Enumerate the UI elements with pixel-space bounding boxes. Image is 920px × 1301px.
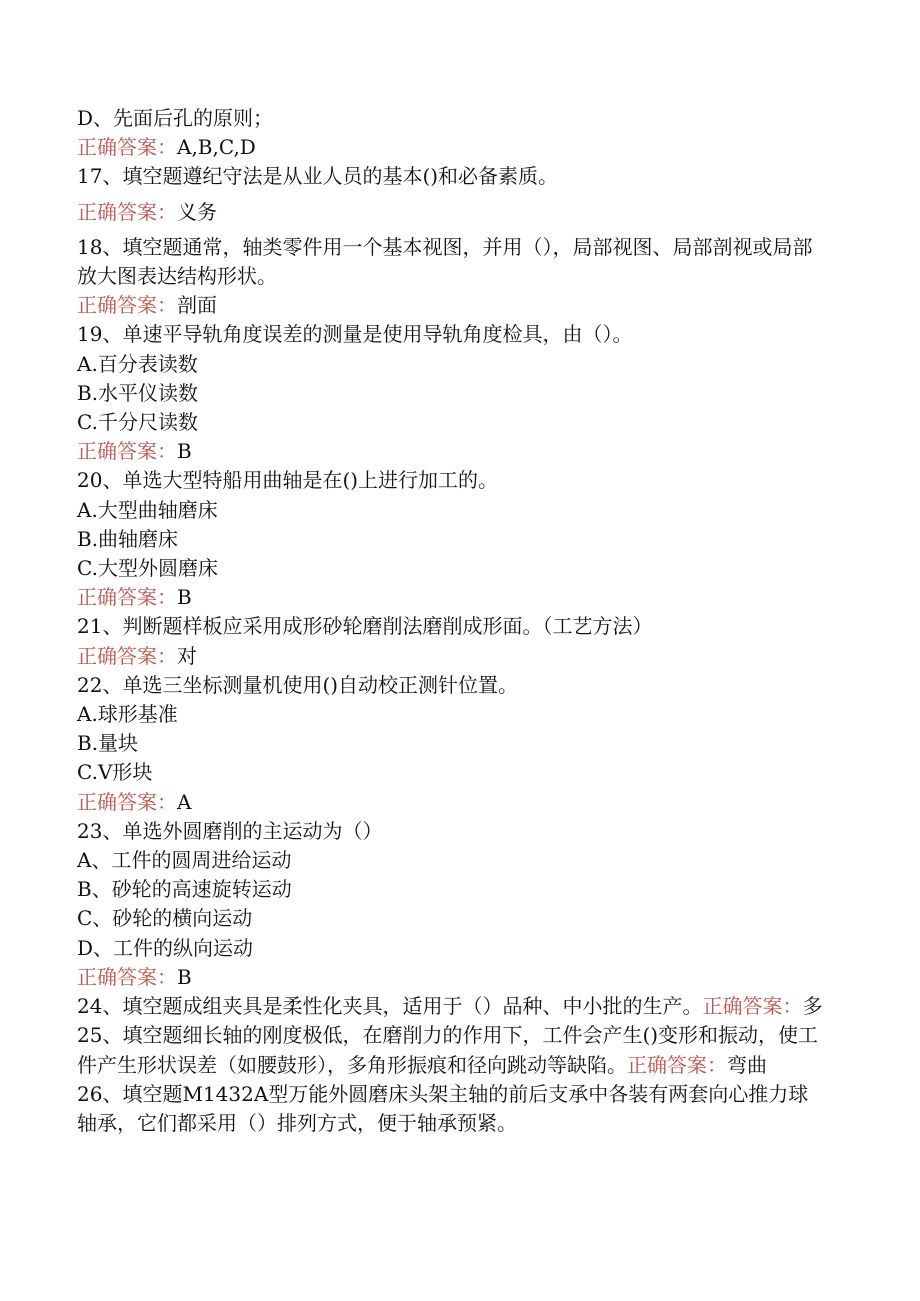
option-item: C.千分尺读数 — [77, 410, 198, 435]
question-item: 23、单选外圆磨削的主运动为（） — [77, 818, 383, 843]
option-item: C.大型外圆磨床 — [77, 556, 218, 581]
question-text: 25、填空题细长轴的刚度极低，在磨削力的作用下，工件会产生()变形和振动，使工件产生形状误差（如腰鼓形），多角形振痕和径向跳动等缺陷。 — [77, 1023, 819, 1077]
answer-line — [77, 133, 827, 162]
answer-value: B — [177, 585, 192, 610]
question-item — [77, 992, 827, 1021]
option-item: B.水平仪读数 — [77, 380, 199, 405]
answer-line — [77, 963, 827, 992]
answer-value: 弯曲 — [727, 1052, 767, 1077]
option-item: A.百分表读数 — [77, 351, 198, 376]
answer-label: 正确答案： — [77, 585, 177, 610]
answer-line — [77, 788, 827, 817]
answer-label: 正确答案： — [702, 994, 803, 1019]
answer-label: 正确答案： — [77, 439, 177, 464]
question-item — [77, 1021, 827, 1079]
option-item: B.曲轴磨床 — [77, 526, 179, 551]
option-item: C.V形块 — [77, 760, 153, 785]
answer-value: B — [177, 964, 192, 989]
answer-value: 多 — [802, 994, 823, 1019]
answer-line — [77, 437, 827, 466]
answer-label: 正确答案： — [77, 135, 177, 160]
question-item: 19、单速平导轨角度误差的测量是使用导轨角度检具，由（）。 — [77, 322, 633, 347]
option-item: D、先面后孔的原则； — [77, 106, 274, 130]
answer-label: 正确答案： — [77, 789, 177, 814]
question-item: 20、单选大型特船用曲轴是在()上进行加工的。 — [77, 468, 499, 493]
answer-line — [77, 291, 827, 320]
answer-line — [77, 642, 827, 671]
option-item: D、工件的纵向运动 — [77, 935, 254, 960]
answer-line — [77, 583, 827, 612]
option-item: A.球形基准 — [77, 702, 178, 727]
question-item: 18、填空题通常，轴类零件用一个基本视图，并用（），局部视图、局部剖视或局部放大图表达结构形状。 — [77, 234, 813, 289]
question-list — [77, 104, 827, 1138]
answer-value: B — [177, 439, 192, 464]
answer-label: 正确答案： — [77, 199, 177, 224]
question-item: 22、单选三坐标测量机使用()自动校正测针位置。 — [77, 672, 519, 697]
answer-value: 对 — [177, 643, 197, 668]
option-item: A.大型曲轴磨床 — [77, 497, 218, 522]
question-item: 21、判断题样板应采用成形砂轮磨削法磨削成形面。（工艺方法） — [77, 614, 653, 639]
answer-value: A — [177, 789, 192, 814]
question-item: 17、填空题遵纪守法是从业人员的基本()和必备素质。 — [77, 164, 559, 189]
option-item: A、工件的圆周进给运动 — [77, 848, 292, 873]
answer-label: 正确答案： — [627, 1052, 727, 1077]
answer-value: 义务 — [177, 199, 217, 224]
answer-value: 剖面 — [177, 293, 217, 318]
option-item: B.量块 — [77, 731, 139, 756]
question-item: 26、填空题M1432A型万能外圆磨床头架主轴的前后支承中各装有两套向心推力球轴承，它们都采用（）排列方式，便于轴承预紧。 — [77, 1081, 809, 1135]
answer-label: 正确答案： — [77, 293, 177, 318]
answer-label: 正确答案： — [77, 643, 177, 668]
answer-label: 正确答案： — [77, 964, 177, 989]
answer-line — [77, 198, 827, 227]
question-text: 24、填空题成组夹具是柔性化夹具，适用于（）品种、中小批的生产。 — [77, 994, 703, 1019]
option-item: B、砂轮的高速旋转运动 — [77, 877, 292, 902]
answer-value: A,B,C,D — [177, 135, 256, 160]
option-item: C、砂轮的横向运动 — [77, 906, 253, 931]
